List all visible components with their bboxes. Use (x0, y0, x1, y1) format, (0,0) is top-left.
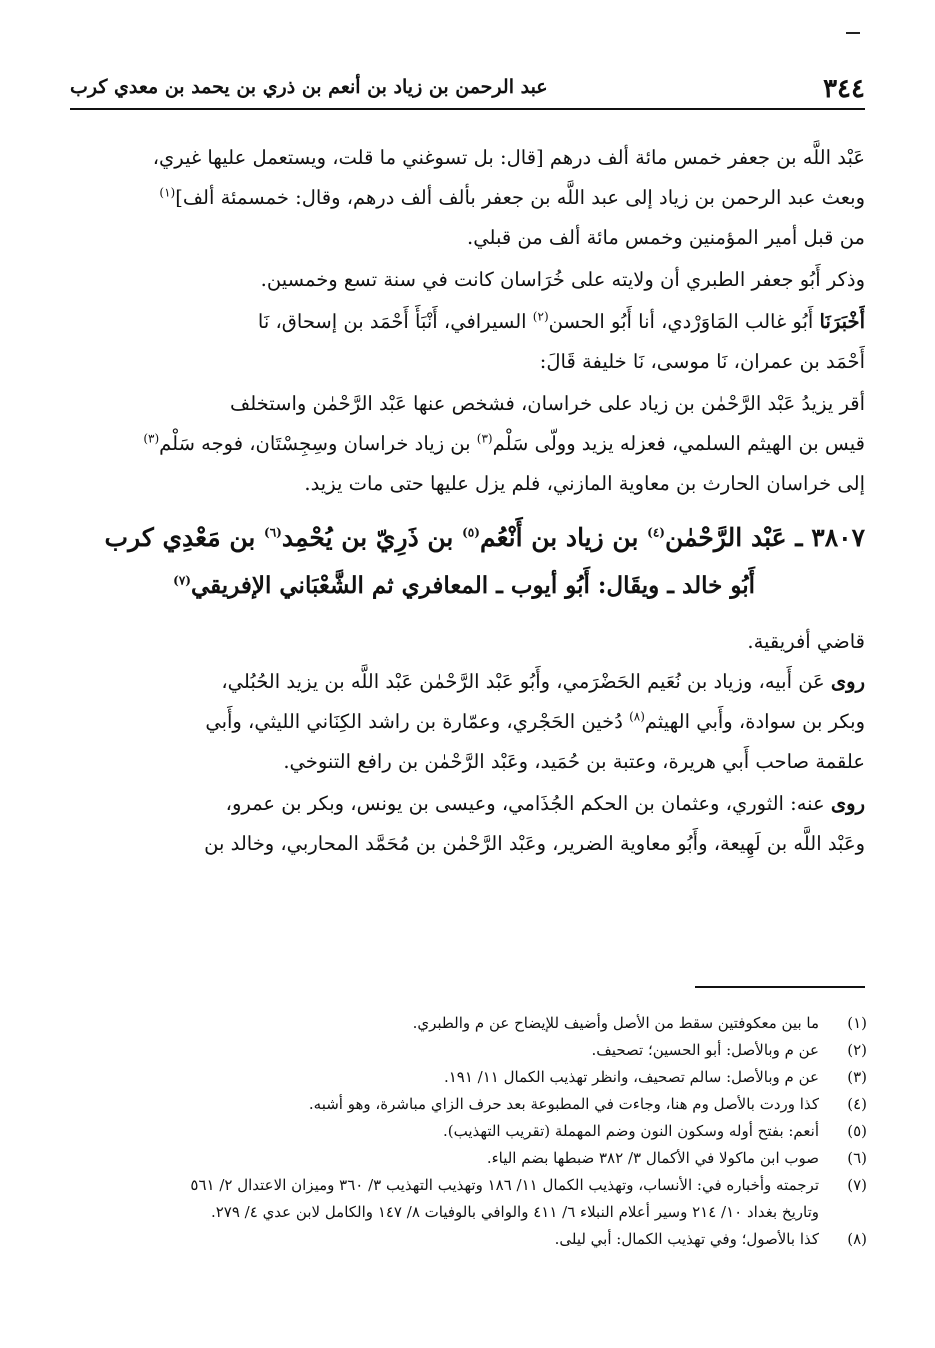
entry-line-1 (70, 514, 865, 562)
footnote-line: ما بين معكوفتين سقط من الأصل وأضيف للإيضاح عن م والطبري. (412, 1014, 819, 1032)
text-line (70, 662, 865, 702)
footnote-number: (٧) (847, 1176, 867, 1194)
text-segment: قيس بن الهيثم السلمي، فعزله يزيد وولّى سَلْم (492, 432, 865, 455)
main-text (70, 138, 865, 864)
entry-line-2 (70, 562, 865, 610)
text-line: إلى خراسان الحارث بن معاوية المازني، فلم يزل عليها حتى مات يزيد. (304, 472, 865, 495)
footnote-text (62, 1064, 819, 1091)
footnote (62, 1010, 867, 1037)
footnote-text (62, 1118, 819, 1145)
text-line: أقر يزيدُ عَبْد الرَّحْمٰن بن زياد على خراسان، فشخص عنها عَبْد الرَّحْمٰن واستخلف (230, 392, 865, 415)
footnote-ref: (٣) (143, 431, 160, 446)
lead-word: روى (830, 792, 865, 815)
footnote-number: (١) (847, 1014, 867, 1032)
footnote-line: كذا وردت بالأصل وم هنا، وجاءت في المطبوعة بعد حرف الزاي مباشرة، وهو أشبه. (308, 1095, 819, 1113)
footnote-text (62, 1172, 819, 1226)
footnote-ref: (٥) (462, 525, 480, 540)
entry-segment: بن مَعْدِي كرب (104, 523, 265, 552)
text-segment: دُخين الحَجْري، وعمّارة بن راشد الكِنَاني الليثي، وأَبي (205, 710, 630, 733)
footnote-text (62, 1010, 819, 1037)
footnote-text (62, 1145, 819, 1172)
footnote-ref: (٣) (476, 431, 493, 446)
footnote-number: (٦) (847, 1149, 867, 1167)
text-line: من قبل أمير المؤمنين وخمس مائة ألف من قبلي. (467, 226, 865, 249)
footnote (62, 1118, 867, 1145)
text-line: وعَبْد اللَّه بن لَهِيعة، وأَبُو معاوية الضرير، وعَبْد الرَّحْمٰن بن مُحَمَّد المحاربي، وخالد بن (204, 832, 865, 855)
footnote-line: كذا بالأصول؛ وفي تهذيب الكمال: أبي ليلى. (554, 1230, 819, 1248)
footnote-number: (٥) (847, 1122, 867, 1140)
paragraph-qadi (70, 622, 865, 662)
footnote-ref: (٦) (264, 525, 282, 540)
text-segment: السيرافي، أَنْبَأَ أَحْمَد بن إسحاق، نَا (257, 310, 533, 333)
text-line: وذكر أَبُو جعفر الطبري أن ولايته على خُرَاسان كانت في سنة تسع وخمسين. (260, 268, 865, 291)
text-line: قاضي أفريقية. (747, 630, 865, 653)
entry-segment: بن ذَرِيّ بن يُحْمِد (281, 523, 463, 552)
running-header (70, 68, 865, 110)
text-line (70, 702, 865, 742)
text-line: علقمة صاحب أَبي هريرة، وعتبة بن حُمَيد، وعَبْد الرَّحْمٰن بن رافع التنوخي. (283, 750, 865, 773)
text-segment: عَن أَبيه، وزياد بن نُعَيم الحَضْرَمي، وأَبُو عَبْد الرَّحْمٰن عَبْد اللَّه بن يزيد الحُبُلي، (221, 670, 831, 693)
text-line (70, 178, 865, 218)
footnote (62, 1226, 867, 1253)
text-segment: بن زياد خراسان وسِجِسْتَان، فوجه سَلْم (159, 432, 477, 455)
page-number: ٣٤٤ (823, 74, 865, 104)
footnote (62, 1037, 867, 1064)
paragraph-3 (70, 302, 865, 382)
footnote-line: صوب ابن ماكولا في الأكمال ٣/ ٣٨٢ ضبطها بضم الياء. (486, 1149, 819, 1167)
footnote-line: عن م وبالأصل: سالم تصحيف، وانظر تهذيب الكمال ١١/ ١٩١. (443, 1068, 819, 1086)
text-line: عَبْد اللَّه بن جعفر خمس مائة ألف درهم [قال: بل تسوغني ما قلت، ويستعمل عليها غيري، (152, 146, 865, 169)
lead-word: روى (830, 670, 865, 693)
entry-segment: أَبُو خالد ـ ويقَال: أَبُو أيوب ـ المعافري ثم الشَّعْبَاني الإفريقي (190, 572, 755, 599)
text-line (70, 302, 865, 342)
paragraph-riwaya (70, 662, 865, 782)
paragraph-anhu (70, 784, 865, 864)
header-title: عبد الرحمن بن زياد بن أنعم بن ذري بن يحمد بن معدي كرب (70, 76, 548, 98)
footnote-line: عن م وبالأصل: أبو الحسين؛ تصحيف. (591, 1041, 819, 1059)
text-segment: عنه: الثوري، وعثمان بن الحكم الجُذَامي، وعيسى بن يونس، وبكر بن عمرو، (225, 792, 831, 815)
footnote-line: أنعم: بفتح أوله وسكون النون وضم المهملة (تقريب التهذيب). (443, 1122, 819, 1140)
lead-word: أَخْبَرَنَا (819, 310, 865, 333)
text-segment: أَبُو غالب المَاوَرْدي، أنا أَبُو الحسن (548, 310, 820, 333)
entry-heading (70, 514, 865, 610)
footnote-ref: (١) (159, 185, 176, 200)
entry-segment: بن زياد بن أَنْعُم (479, 523, 648, 552)
footnote-ref: (٨) (629, 709, 645, 724)
footnotes (62, 1010, 867, 1253)
footnote (62, 1145, 867, 1172)
text-line (70, 424, 865, 464)
text-segment: وبكر بن سوادة، وأَبي الهيثم (644, 710, 865, 733)
footnote (62, 1091, 867, 1118)
text-segment: وبعث عبد الرحمن بن زياد إلى عبد اللَّه بن جعفر بألف ألف درهم، وقال: خمسمئة ألف] (175, 186, 865, 209)
footnote-number: (٢) (847, 1041, 867, 1059)
footnote-number: (٣) (847, 1068, 867, 1086)
footnote-line: وتاريخ بغداد ١٠/ ٢١٤ وسير أعلام النبلاء ٦/ ٤١١ والوافي بالوفيات ٨/ ١٤٧ والكامل لابن عدي ٤/ ٢٧٩. (210, 1203, 819, 1221)
footnote-ref: (٢) (532, 309, 549, 324)
footnote-number: (٤) (847, 1095, 867, 1113)
footnote-divider (695, 986, 865, 988)
paragraph-1 (70, 138, 865, 258)
footnote-ref: (٧) (173, 573, 191, 588)
footnote-text (62, 1091, 819, 1118)
footnote (62, 1064, 867, 1091)
entry-segment: ٣٨٠٧ ـ عَبْد الرَّحْمٰن (664, 523, 865, 552)
footnote (62, 1172, 867, 1226)
top-mark (846, 32, 860, 34)
footnote-text (62, 1226, 819, 1253)
footnote-line: ترجمته وأخباره في: الأنساب، وتهذيب الكمال ١١/ ١٨٦ وتهذيب التهذيب ٣/ ٣٦٠ وميزان الاعتدال ٢/ ٥٦١ (190, 1176, 819, 1194)
footnote-number: (٨) (847, 1230, 867, 1248)
paragraph-4 (70, 384, 865, 504)
paragraph-2 (70, 260, 865, 300)
text-line (70, 784, 865, 824)
footnote-ref: (٤) (647, 525, 665, 540)
text-line: أَحْمَد بن عمران، نَا موسى، نَا خليفة قَالَ: (539, 350, 865, 373)
footnote-text (62, 1037, 819, 1064)
